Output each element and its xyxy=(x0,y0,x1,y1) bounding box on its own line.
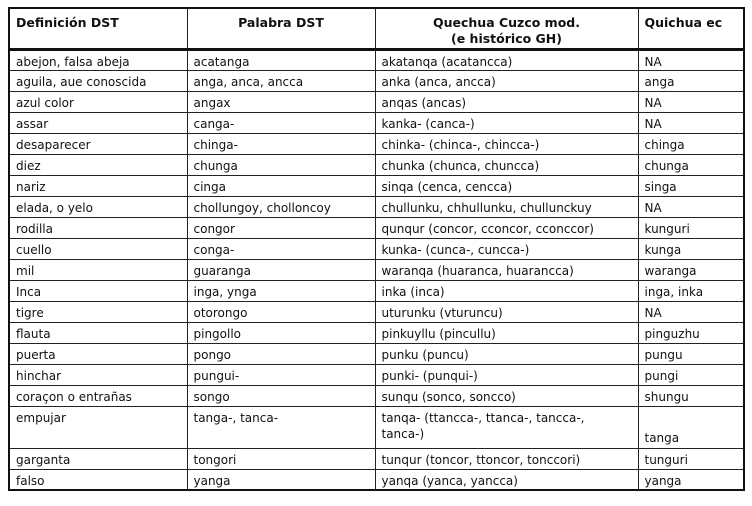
header-quechua-cuzco-line1: Quechua Cuzco mod. xyxy=(432,15,580,30)
table-row xyxy=(9,280,744,301)
cell-quichua-ec: tunguri xyxy=(638,448,744,469)
table-row xyxy=(9,70,744,91)
cell-definicion: tigre xyxy=(9,301,187,322)
table-row xyxy=(9,343,744,364)
table-row xyxy=(9,196,744,217)
cell-definicion: flauta xyxy=(9,322,187,343)
cell-quechua-cuzco: pinkuyllu (pincullu) xyxy=(375,322,638,343)
cell-palabra: conga- xyxy=(187,238,375,259)
table-row xyxy=(9,49,744,70)
table-row xyxy=(9,364,744,385)
header-quichua-ec: Quichua ec xyxy=(638,8,744,49)
cell-palabra: tongori xyxy=(187,448,375,469)
cell-quichua-ec: waranga xyxy=(638,259,744,280)
header-palabra-dst: Palabra DST xyxy=(187,8,375,49)
cell-quichua-ec: NA xyxy=(638,112,744,133)
table-row xyxy=(9,469,744,490)
vocabulary-table xyxy=(8,7,745,491)
table-row xyxy=(9,238,744,259)
cell-definicion: rodilla xyxy=(9,217,187,238)
cell-quichua-ec: NA xyxy=(638,196,744,217)
table-header xyxy=(9,8,744,49)
cell-palabra: yanga xyxy=(187,469,375,490)
header-definicion-dst: Definición DST xyxy=(9,8,187,49)
cell-definicion: empujar xyxy=(9,406,187,448)
cell-palabra: otorongo xyxy=(187,301,375,322)
cell-quichua-ec: kunguri xyxy=(638,217,744,238)
table-row xyxy=(9,217,744,238)
cell-definicion: garganta xyxy=(9,448,187,469)
cell-quechua-cuzco: punki- (punqui-) xyxy=(375,364,638,385)
cell-quichua-ec: anga xyxy=(638,70,744,91)
cell-quechua-cuzco: inka (inca) xyxy=(375,280,638,301)
cell-quichua-ec: pungu xyxy=(638,343,744,364)
cell-quechua-cuzco: sunqu (sonco, soncco) xyxy=(375,385,638,406)
cell-quichua-ec: pinguzhu xyxy=(638,322,744,343)
cell-quechua-cuzco: punku (puncu) xyxy=(375,343,638,364)
cell-quechua-cuzco xyxy=(375,406,638,448)
cell-palabra: tanga-, tanca- xyxy=(187,406,375,448)
table-row xyxy=(9,133,744,154)
cell-definicion: diez xyxy=(9,154,187,175)
cell-quechua-cuzco-line2: tanca-) xyxy=(381,426,425,441)
cell-quichua-ec: singa xyxy=(638,175,744,196)
cell-quichua-ec: yanga xyxy=(638,469,744,490)
cell-definicion: puerta xyxy=(9,343,187,364)
cell-definicion: hinchar xyxy=(9,364,187,385)
table-row xyxy=(9,448,744,469)
cell-quechua-cuzco: yanqa (yanca, yancca) xyxy=(375,469,638,490)
cell-palabra: pungui- xyxy=(187,364,375,385)
header-row xyxy=(9,8,744,49)
table-row xyxy=(9,154,744,175)
table-row xyxy=(9,259,744,280)
cell-quechua-cuzco: qunqur (concor, cconcor, cconccor) xyxy=(375,217,638,238)
cell-definicion: abejon, falsa abeja xyxy=(9,49,187,70)
cell-quechua-cuzco: chinka- (chinca-, chincca-) xyxy=(375,133,638,154)
cell-palabra: cinga xyxy=(187,175,375,196)
cell-definicion: desaparecer xyxy=(9,133,187,154)
cell-palabra: acatanga xyxy=(187,49,375,70)
cell-palabra: chollungoy, cholloncoy xyxy=(187,196,375,217)
table-row xyxy=(9,175,744,196)
cell-quechua-cuzco: kanka- (canca-) xyxy=(375,112,638,133)
table-row xyxy=(9,112,744,133)
cell-definicion: assar xyxy=(9,112,187,133)
header-quechua-cuzco xyxy=(375,8,638,49)
cell-quichua-ec: NA xyxy=(638,91,744,112)
cell-palabra: chunga xyxy=(187,154,375,175)
header-quechua-cuzco-line2: (e histórico GH) xyxy=(451,31,562,46)
cell-palabra: guaranga xyxy=(187,259,375,280)
cell-definicion: coraçon o entrañas xyxy=(9,385,187,406)
cell-quichua-ec: NA xyxy=(638,49,744,70)
cell-definicion: cuello xyxy=(9,238,187,259)
cell-quechua-cuzco: chunka (chunca, chuncca) xyxy=(375,154,638,175)
cell-quichua-ec: tanga xyxy=(638,406,744,448)
cell-quechua-cuzco: kunka- (cunca-, cuncca-) xyxy=(375,238,638,259)
cell-quichua-ec: NA xyxy=(638,301,744,322)
cell-quichua-ec: inga, inka xyxy=(638,280,744,301)
table-row xyxy=(9,322,744,343)
cell-definicion: azul color xyxy=(9,91,187,112)
cell-definicion: aguila, aue conoscida xyxy=(9,70,187,91)
cell-palabra: inga, ynga xyxy=(187,280,375,301)
cell-quichua-ec: pungi xyxy=(638,364,744,385)
cell-definicion: nariz xyxy=(9,175,187,196)
cell-definicion: mil xyxy=(9,259,187,280)
cell-palabra: canga- xyxy=(187,112,375,133)
cell-palabra: chinga- xyxy=(187,133,375,154)
cell-palabra: songo xyxy=(187,385,375,406)
cell-quechua-cuzco: sinqa (cenca, cencca) xyxy=(375,175,638,196)
cell-quichua-ec: chinga xyxy=(638,133,744,154)
cell-definicion: falso xyxy=(9,469,187,490)
table-row xyxy=(9,406,744,448)
cell-quechua-cuzco-line1: tanqa- (ttancca-, ttanca-, tancca-, xyxy=(381,410,585,425)
cell-palabra: congor xyxy=(187,217,375,238)
cell-quichua-ec: shungu xyxy=(638,385,744,406)
cell-quechua-cuzco: chullunku, chhullunku, chullunckuy xyxy=(375,196,638,217)
cell-quechua-cuzco: tunqur (toncor, ttoncor, tonccori) xyxy=(375,448,638,469)
cell-quechua-cuzco: waranqa (huaranca, huarancca) xyxy=(375,259,638,280)
table-row xyxy=(9,385,744,406)
table-body xyxy=(9,49,744,490)
cell-definicion: Inca xyxy=(9,280,187,301)
table-row xyxy=(9,91,744,112)
cell-palabra: anga, anca, ancca xyxy=(187,70,375,91)
cell-quechua-cuzco: uturunku (vturuncu) xyxy=(375,301,638,322)
cell-palabra: pongo xyxy=(187,343,375,364)
cell-palabra: angax xyxy=(187,91,375,112)
cell-quechua-cuzco: akatanqa (acatancca) xyxy=(375,49,638,70)
cell-quichua-ec: chunga xyxy=(638,154,744,175)
table-row xyxy=(9,301,744,322)
cell-quichua-ec: kunga xyxy=(638,238,744,259)
cell-quechua-cuzco: anqas (ancas) xyxy=(375,91,638,112)
cell-quechua-cuzco: anka (anca, ancca) xyxy=(375,70,638,91)
cell-palabra: pingollo xyxy=(187,322,375,343)
cell-definicion: elada, o yelo xyxy=(9,196,187,217)
